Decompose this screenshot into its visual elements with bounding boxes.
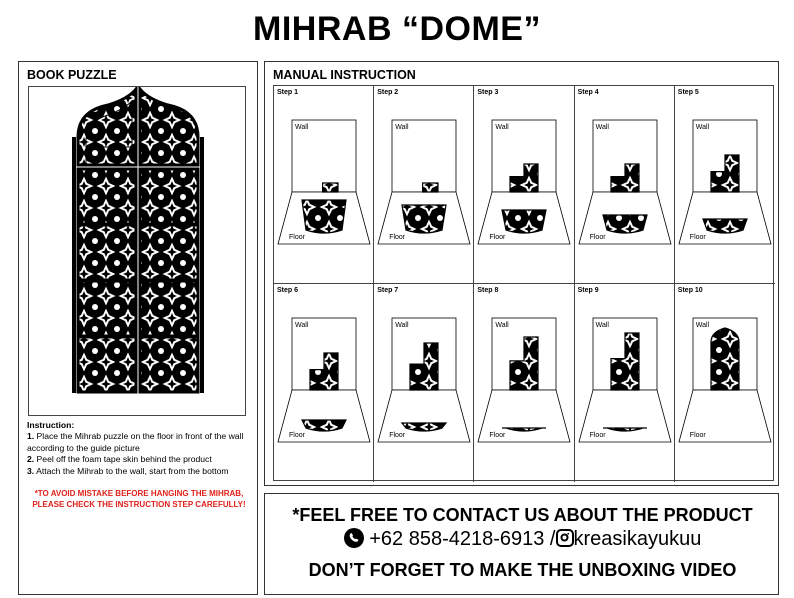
puzzle-panel-left-4 [78, 337, 136, 392]
step-label: Step 2 [377, 89, 399, 96]
step-diagram [274, 284, 374, 482]
contact-panel [264, 493, 779, 595]
manual-instruction-panel [264, 61, 779, 486]
step-cell [474, 284, 574, 482]
step-cell [274, 284, 374, 482]
step-diagram [474, 86, 574, 284]
puzzle-panel-left-1 [78, 169, 136, 224]
step-cell [374, 86, 474, 284]
wall-label: Wall [395, 124, 409, 131]
floor-puzzle [302, 420, 346, 431]
wall-label: Wall [695, 322, 710, 329]
puzzle-panel-left-3 [78, 281, 136, 336]
instruction-step-1 [27, 431, 253, 454]
instruction-heading: Instruction: [27, 420, 75, 430]
step-label: Step 10 [677, 287, 703, 294]
puzzle-frame-strip-right [200, 137, 204, 393]
floor-label: Floor [389, 432, 406, 439]
wall-label: Wall [295, 124, 309, 131]
book-puzzle-panel [18, 61, 258, 595]
unboxing-note: DON’T FORGET TO MAKE THE UNBOXING VIDEO [308, 560, 737, 580]
instruction-step-number: 1. [27, 431, 35, 442]
floor-puzzle [603, 215, 647, 233]
puzzle-panel-right-2 [140, 225, 198, 280]
wall-label: Wall [495, 124, 509, 131]
instruction-step-3 [27, 466, 253, 477]
floor-label: Floor [589, 234, 606, 241]
wall-label: Wall [595, 322, 609, 329]
wall-mounted-puzzle [711, 328, 739, 390]
steps-grid [273, 85, 774, 481]
wall-label: Wall [595, 124, 609, 131]
puzzle-arch-right [140, 89, 198, 165]
warning-note: *TO AVOID MISTAKE BEFORE HANGING THE MIHRAB, PLEASE CHECK THE INSTRUCTION STEP CAREFULLY! [32, 489, 246, 509]
phone-number: +62 858-4218-6913 [369, 528, 545, 550]
instruction-step-2 [27, 454, 253, 465]
floor-label: Floor [289, 234, 305, 241]
instagram-handle: kreasikayukuu [573, 528, 702, 550]
mihrab-puzzle-illustration [28, 86, 246, 416]
floor-label: Floor [389, 234, 406, 241]
step-label: Step 5 [677, 89, 699, 96]
instruction-step-text: Attach the Mihrab to the wall, start from the bottom [34, 465, 229, 476]
book-puzzle-heading: BOOK PUZZLE [27, 68, 117, 82]
step-cell [675, 86, 775, 284]
floor-label: Floor [689, 234, 706, 241]
floor-label: Floor [589, 432, 606, 439]
step-cell [675, 284, 775, 482]
step-label: Step 9 [577, 287, 599, 294]
step-diagram [575, 86, 675, 284]
contact-line [265, 528, 780, 551]
floor-label: Floor [289, 432, 305, 439]
wall-label: Wall [395, 322, 409, 329]
step-diagram [274, 86, 374, 284]
floor-puzzle [703, 219, 747, 233]
puzzle-panel-right-1 [140, 169, 198, 224]
wall-label: Wall [495, 322, 509, 329]
step-label: Step 6 [277, 287, 299, 294]
floor-puzzle [502, 210, 546, 233]
puzzle-panel-left-2 [78, 225, 136, 280]
step-diagram [575, 284, 675, 482]
step-label: Step 8 [477, 287, 499, 294]
puzzle-panel-right-3 [140, 281, 198, 336]
step-diagram [374, 86, 474, 284]
instagram-icon [556, 529, 574, 547]
contact-heading: *FEEL FREE TO CONTACT US ABOUT THE PRODUCT [292, 505, 753, 525]
floor-label: Floor [689, 432, 706, 439]
mihrab-puzzle-graphic [29, 87, 247, 417]
step-cell [474, 86, 574, 284]
floor-puzzle [302, 200, 346, 233]
puzzle-frame-strip-left [72, 137, 76, 393]
step-cell [575, 86, 675, 284]
instruction-step-number: 2. [27, 454, 35, 465]
whatsapp-icon [344, 528, 364, 548]
contact-separator: / [544, 528, 556, 550]
step-label: Step 1 [277, 89, 299, 96]
page-title: MIHRAB “DOME” [253, 10, 541, 48]
step-cell [274, 86, 374, 284]
wall-label: Wall [695, 124, 710, 131]
instruction-step-text: Peel off the foam tape skin behind the product [34, 454, 212, 465]
step-label: Step 3 [477, 89, 499, 96]
step-diagram [374, 284, 474, 482]
step-label: Step 4 [577, 89, 599, 96]
instruction-block [27, 420, 253, 477]
manual-instruction-heading: MANUAL INSTRUCTION [273, 68, 416, 82]
instruction-step-text: Place the Mihrab puzzle on the floor in front of the wall according to the guide picture [27, 431, 244, 453]
step-cell [575, 284, 675, 482]
wall-mounted-puzzle [323, 183, 338, 192]
wall-mounted-puzzle [423, 183, 438, 192]
step-diagram [474, 284, 574, 482]
step-diagram [675, 86, 775, 284]
floor-puzzle [402, 205, 446, 233]
puzzle-arch-left [78, 89, 136, 165]
step-label: Step 7 [377, 287, 399, 294]
wall-label: Wall [295, 322, 309, 329]
puzzle-panel-right-4 [140, 337, 198, 392]
step-cell [374, 284, 474, 482]
instruction-step-number: 3. [27, 465, 35, 476]
step-diagram [675, 284, 775, 482]
floor-label: Floor [489, 432, 506, 439]
floor-label: Floor [489, 234, 506, 241]
